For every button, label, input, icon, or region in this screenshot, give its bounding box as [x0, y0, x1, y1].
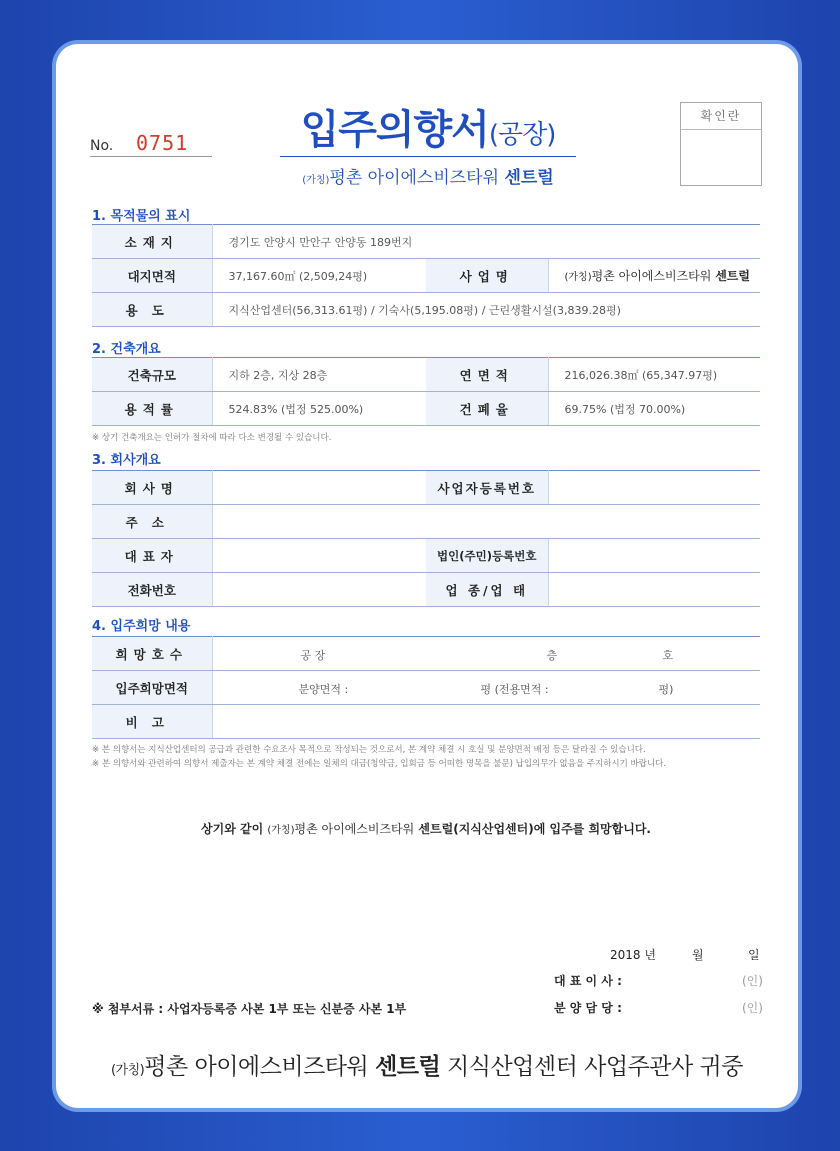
corpno-label: 법인(주민)등록번호: [426, 539, 548, 573]
section3-heading: 3. 회사개요: [92, 453, 161, 468]
remarks-field[interactable]: [212, 705, 760, 739]
doc-number-underline: [90, 156, 212, 157]
corpno-field[interactable]: [548, 539, 760, 573]
section4-table: [92, 636, 760, 739]
declaration-pre: 상기와 같이: [201, 822, 264, 836]
sign-day[interactable]: 일: [748, 948, 760, 962]
company-field[interactable]: [212, 471, 426, 505]
ceo-seal[interactable]: (인): [742, 974, 763, 988]
project-name: 평촌 아이에스비즈타워: [591, 269, 712, 283]
project-value: [548, 259, 760, 293]
far-value: 524.83% (법정 525.00%): [212, 392, 426, 426]
use-label: 용도: [92, 293, 212, 327]
section4-note1: ※ 본 의향서는 지식산업센터의 공급과 관련한 수요조사 목적으로 작성되는 것으로서, 본 계약 체결 시 호실 및 분양면적 배정 등은 달라질 수 있습니다.: [92, 745, 646, 755]
remarks-label: 비고: [92, 705, 212, 739]
manager-seal[interactable]: (인): [742, 1001, 763, 1015]
bcr-label: 건폐율: [426, 392, 548, 426]
location-label: 소재지: [92, 225, 212, 259]
ceo-field[interactable]: [212, 539, 426, 573]
doc-number-label: No.: [90, 138, 114, 154]
footer-bold: 센트럴: [375, 1054, 441, 1080]
footer-rest: 지식산업센터 사업주관사 귀중: [447, 1054, 743, 1080]
section3-table: [92, 470, 760, 607]
section2-table: [92, 357, 760, 426]
declaration-bold: 센트럴: [418, 822, 454, 836]
confirm-label: 확인란: [681, 103, 761, 130]
bcr-value: 69.75% (법정 70.00%): [548, 392, 760, 426]
company-label: 회사명: [92, 471, 212, 505]
confirm-box[interactable]: [680, 102, 762, 186]
title-underline: [280, 156, 576, 157]
phone-field[interactable]: [212, 573, 426, 607]
page-subtitle: [280, 163, 576, 188]
scale-value: 지하 2층, 지상 28층: [212, 358, 426, 392]
area-private: 평 (전용면적 :: [480, 683, 549, 696]
attachment-note: ※ 첨부서류 : 사업자등록증 사본 1부 또는 신분증 사본 1부: [92, 1002, 407, 1016]
area-sale: 분양면적 :: [298, 683, 349, 696]
table-row: [92, 259, 760, 293]
address-field[interactable]: [212, 505, 760, 539]
declaration-name: 평촌 아이에스비즈타워: [294, 822, 415, 836]
manager-sign-label: 분 양 담 당 :: [554, 1001, 622, 1015]
table-row: [92, 637, 760, 671]
floor-area-label: 연면적: [426, 358, 548, 392]
unit-field[interactable]: [212, 637, 760, 671]
section4-note2: ※ 본 의향서와 관련하여 의향서 제출자는 본 계약 체결 전에는 일체의 대금(청약금, 입회금 등 어떠한 명목을 불문) 납입의무가 없음을 주지하시기 바랍니다.: [92, 759, 667, 769]
table-row: [92, 392, 760, 426]
section1-table: [92, 224, 760, 327]
ceo-sign-label: 대 표 이 사 :: [554, 974, 622, 988]
page-title: [280, 98, 576, 155]
title-main: 입주의향서: [300, 107, 489, 153]
declaration-post: (지식산업센터)에 입주를 희망합니다.: [453, 822, 651, 836]
land-area-value: 37,167.60㎡ (2,509,24평): [212, 259, 426, 293]
table-row: [92, 573, 760, 607]
subtitle-prefix: (가칭): [302, 175, 330, 186]
area-unit: 평): [658, 683, 674, 696]
footer-prefix: (가칭): [110, 1063, 145, 1078]
unit-floor: 층: [546, 649, 558, 662]
bizno-label: 사업자등록번호: [426, 471, 548, 505]
section2-note: ※ 상기 건축개요는 인허가 절차에 따라 다소 변경될 수 있습니다.: [92, 433, 332, 443]
location-value: 경기도 안양시 만안구 안양동 189번지: [212, 225, 760, 259]
far-label: 용적률: [92, 392, 212, 426]
unit-no: 호: [662, 649, 674, 662]
biztype-field[interactable]: [548, 573, 760, 607]
project-bold: 센트럴: [715, 269, 750, 283]
table-row: [92, 505, 760, 539]
sign-month[interactable]: 월: [692, 948, 704, 962]
section1-heading: 1. 목적물의 표시: [92, 209, 191, 224]
area-label: 입주희망면적: [92, 671, 212, 705]
section2-heading: 2. 건축개요: [92, 342, 161, 357]
use-value: 지식산업센터(56,313.61평) / 기숙사(5,195.08평) / 근린생활시설(3,839.28평): [212, 293, 760, 327]
floor-area-value: 216,026.38㎡ (65,347.97평): [548, 358, 760, 392]
title-suffix: (공장): [488, 120, 556, 150]
biztype-label: 업 종/업 태: [426, 573, 548, 607]
project-prefix: (가칭): [564, 272, 592, 283]
area-field[interactable]: [212, 671, 760, 705]
bizno-field[interactable]: [548, 471, 760, 505]
table-row: [92, 471, 760, 505]
table-row: [92, 539, 760, 573]
table-row: [92, 225, 760, 259]
footer-name: 평촌 아이에스비즈타워: [144, 1054, 369, 1080]
project-label: 사업명: [426, 259, 548, 293]
land-area-label: 대지면적: [92, 259, 212, 293]
subtitle-bold: 센트럴: [504, 168, 554, 188]
unit-label: 희망호수: [92, 637, 212, 671]
declaration: [92, 820, 760, 837]
address-label: 주소: [92, 505, 212, 539]
footer-addressee: [56, 1048, 798, 1081]
table-row: [92, 705, 760, 739]
unit-factory: 공 장: [300, 649, 326, 662]
table-row: [92, 671, 760, 705]
declaration-prefix: (가칭): [267, 825, 295, 836]
scale-label: 건축규모: [92, 358, 212, 392]
subtitle-name: 평촌 아이에스비즈타워: [329, 168, 500, 188]
doc-number-value: 0751: [136, 131, 189, 155]
phone-label: 전화번호: [92, 573, 212, 607]
table-row: [92, 293, 760, 327]
ceo-label: 대표자: [92, 539, 212, 573]
section4-heading: 4. 입주희망 내용: [92, 619, 191, 634]
sign-year[interactable]: 2018 년: [610, 948, 656, 962]
table-row: [92, 358, 760, 392]
